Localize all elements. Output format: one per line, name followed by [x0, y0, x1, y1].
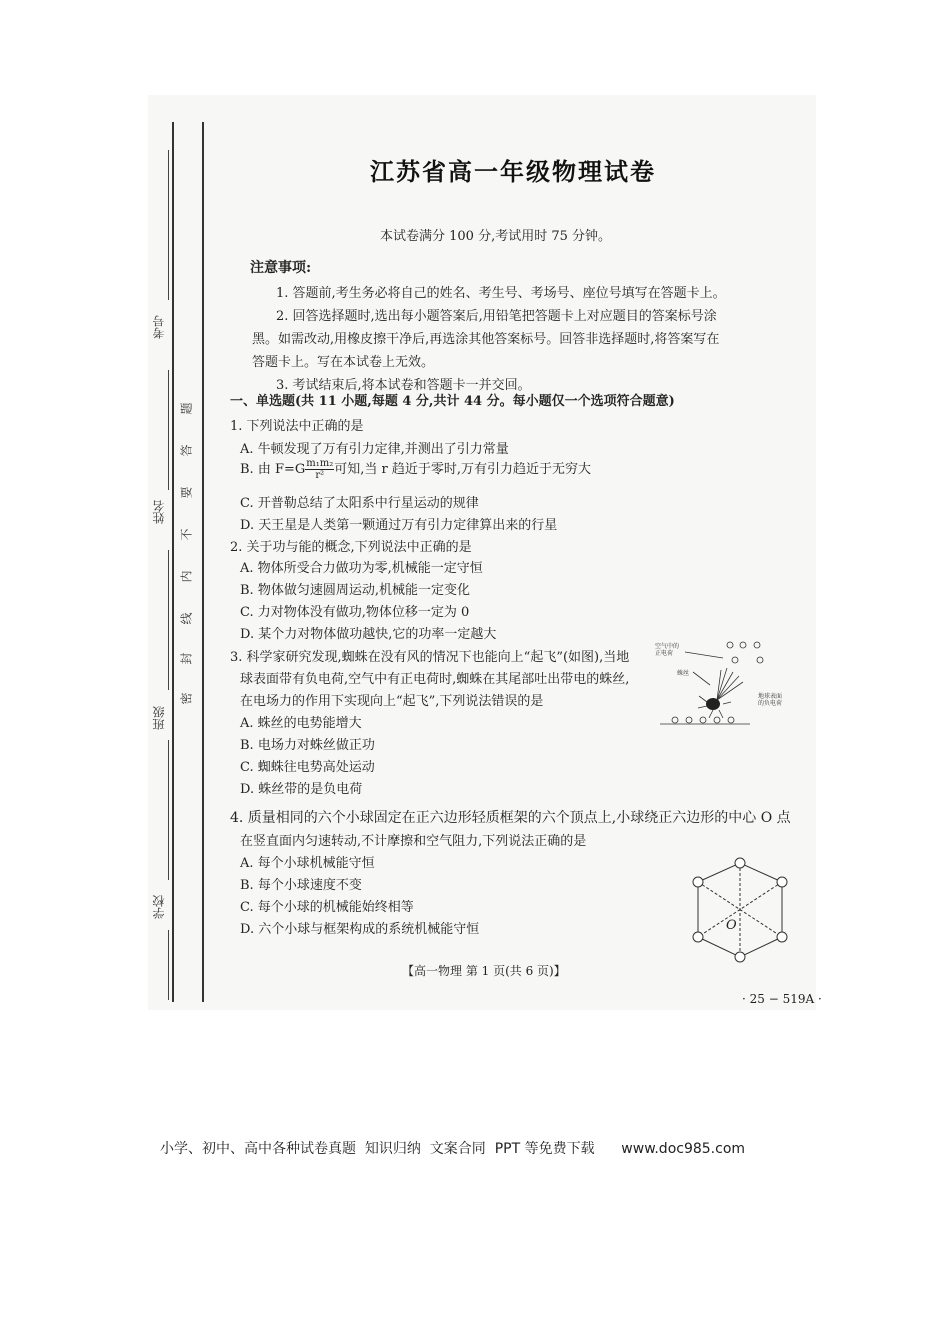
ball-icon	[777, 932, 787, 942]
positive-charge-icon	[727, 642, 733, 648]
fig-label-silk: 蛛丝	[677, 670, 690, 677]
question-3-line: 球表面带有负电荷,空气中有正电荷时,蜘蛛在其尾部吐出带电的蛛丝,	[240, 672, 630, 687]
section-heading: 一、单选题(共 11 小题,每题 4 分,共计 44 分。每小题仅一个选项符合题意)	[230, 394, 675, 409]
pointer-line	[693, 672, 710, 685]
gravitation-fraction	[305, 458, 334, 481]
seal-char: 线	[179, 612, 194, 625]
q2-option-a: A. 物体所受合力做功为零,机械能一定守恒	[240, 561, 483, 576]
label-name: 姓名	[152, 500, 166, 524]
exam-subtitle: 本试卷满分 100 分,考试用时 75 分钟。	[380, 229, 612, 244]
question-4-line: 在竖直面内匀速转动,不计摩擦和空气阻力,下列说法正确的是	[240, 834, 587, 849]
question-3-line: 在电场力的作用下实现向上“起飞”,下列说法错误的是	[240, 694, 544, 709]
silk-thread	[717, 676, 739, 700]
spider-icon	[706, 698, 720, 710]
underline-class	[168, 550, 169, 690]
fraction-numerator: m₁m₂	[306, 458, 334, 469]
seal-char: 要	[179, 486, 194, 499]
label-class: 班级	[152, 706, 166, 730]
hexagon-figure	[680, 855, 800, 967]
label-school: 学校	[152, 895, 166, 919]
pointer-line	[685, 652, 723, 658]
notice-heading: 注意事项:	[250, 260, 312, 276]
spider-figure	[655, 640, 785, 740]
q1-option-b-suffix: 可知,当 r 趋近于零时,万有引力趋近于无穷大	[334, 462, 591, 477]
silk-thread	[717, 672, 733, 700]
negative-charge-icon	[714, 717, 720, 723]
q2-option-d: D. 某个力对物体做功越快,它的功率一定越大	[240, 627, 497, 642]
seal-char: 不	[179, 528, 194, 541]
question-3-line: 3. 科学家研究发现,蜘蛛在没有风的情况下也能向上“起飞”(如图),当地	[230, 650, 630, 665]
underline-bottom	[168, 930, 169, 1000]
question-1-stem: 1. 下列说法中正确的是	[230, 419, 364, 434]
underline-exam-number	[168, 150, 169, 300]
fig-label-air: 正电荷	[655, 650, 674, 657]
seal-char: 答	[179, 444, 194, 457]
underline-school	[168, 740, 169, 880]
seal-char: 内	[179, 570, 194, 583]
notice-line: 答题卡上。写在本试卷上无效。	[252, 355, 435, 370]
q1-option-a: A. 牛顿发现了万有引力定律,并测出了引力常量	[240, 442, 509, 457]
negative-charge-icon	[686, 717, 692, 723]
margin-line-right	[202, 122, 204, 1002]
q3-option-d: D. 蛛丝带的是负电荷	[240, 782, 363, 797]
q1-option-b-prefix: B. 由 F=G	[240, 462, 306, 477]
positive-charge-icon	[740, 642, 746, 648]
ball-icon	[735, 858, 745, 868]
ball-icon	[693, 877, 703, 887]
question-2-stem: 2. 关于功与能的概念,下列说法中正确的是	[230, 540, 472, 555]
q4-option-a: A. 每个小球机械能守恒	[240, 856, 375, 871]
q1-option-c: C. 开普勒总结了太阳系中行星运动的规律	[240, 496, 479, 511]
label-exam-number: 考号	[152, 315, 166, 339]
question-4-line: 4. 质量相同的六个小球固定在正六边形轻质框架的六个顶点上,小球绕正六边形的中心 O 点	[230, 810, 791, 826]
negative-charge-icon	[728, 717, 734, 723]
notice-line: 黑。如需改动,用橡皮擦干净后,再选涂其他答案标号。回答非选择题时,将答案写在	[252, 332, 720, 347]
seal-char: 封	[179, 652, 194, 665]
silk-thread	[717, 682, 743, 700]
positive-charge-icon	[732, 657, 738, 663]
center-label: O	[726, 918, 737, 933]
fig-label-ground: 地球表面	[758, 693, 783, 700]
q1-option-d: D. 天王星是人类第一颗通过万有引力定律算出来的行星	[240, 518, 558, 533]
q4-option-b: B. 每个小球速度不变	[240, 878, 362, 893]
fig-label-ground: 的负电荷	[758, 700, 783, 707]
margin-line-left	[172, 122, 174, 1002]
seal-char: 密	[179, 692, 194, 705]
positive-charge-icon	[754, 642, 760, 648]
notice-line: 2. 回答选择题时,选出每小题答案后,用铅笔把答题卡上对应题目的答案标号涂	[276, 309, 717, 324]
fraction-denominator: r²	[315, 470, 325, 481]
negative-charge-icon	[672, 717, 678, 723]
q4-option-c: C. 每个小球的机械能始终相等	[240, 900, 414, 915]
ball-icon	[735, 952, 745, 962]
notice-line: 3. 考试结束后,将本试卷和答题卡一并交回。	[276, 378, 531, 393]
q1-option-b	[240, 458, 591, 481]
paper-code: · 25 − 519A ·	[742, 992, 822, 1006]
q3-option-c: C. 蜘蛛往电势高处运动	[240, 760, 375, 775]
q2-option-c: C. 力对物体没有做功,物体位移一定为 0	[240, 605, 470, 620]
underline-name	[168, 370, 169, 490]
silk-thread	[717, 668, 727, 700]
q2-option-b: B. 物体做匀速圆周运动,机械能一定变化	[240, 583, 470, 598]
download-banner: 小学、初中、高中各种试卷真题 知识归纳 文案合同 PPT 等免费下载 www.doc985.com	[160, 1141, 746, 1157]
q4-option-d: D. 六个小球与框架构成的系统机械能守恒	[240, 922, 480, 937]
ball-icon	[777, 877, 787, 887]
silk-thread	[717, 670, 721, 700]
seal-char: 题	[179, 402, 194, 415]
q3-option-b: B. 电场力对蛛丝做正功	[240, 738, 375, 753]
q3-option-a: A. 蛛丝的电势能增大	[240, 716, 362, 731]
negative-charge-icon	[700, 717, 706, 723]
notice-line: 1. 答题前,考生务必将自己的姓名、考生号、考场号、座位号填写在答题卡上。	[276, 286, 726, 301]
page-footer: 【高一物理 第 1 页(共 6 页)】	[402, 964, 566, 978]
exam-title: 江苏省高一年级物理试卷	[370, 157, 656, 186]
ball-icon	[693, 932, 703, 942]
positive-charge-icon	[757, 657, 763, 663]
fig-label-air: 空气中的	[655, 643, 680, 650]
